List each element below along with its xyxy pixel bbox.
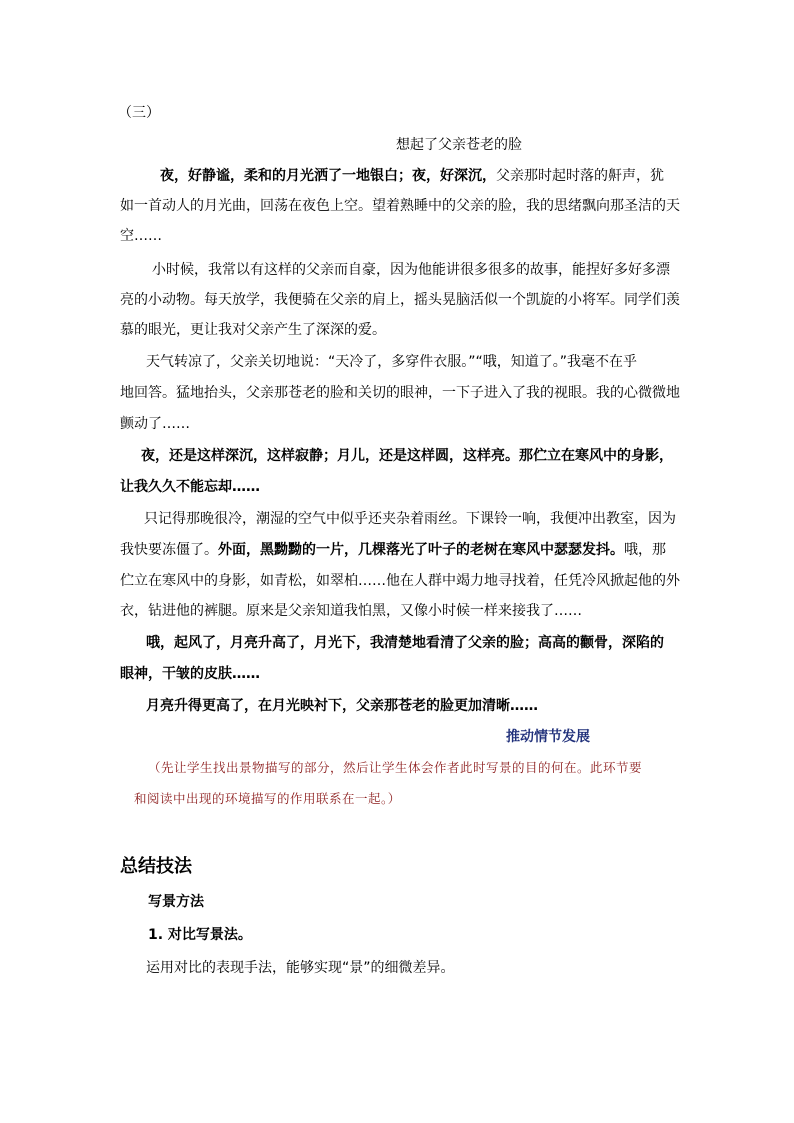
p4-line-1: 夜，还是这样深沉，这样寂静；月儿，还是这样圆，这样亮。那伫立在寒风中的身影， (141, 448, 673, 464)
article-title: 想起了父亲苍老的脸 (396, 137, 522, 153)
p1-bold-text: 夜，好静谧，柔和的月光洒了一地银白；夜，好深沉， (160, 168, 496, 184)
p5-line-4: 衣，钻进他的裤腿。原来是父亲知道我怕黑，又像小时候一样来接我了…… (120, 603, 582, 619)
p4-line-2: 让我久久不能忘却…… (120, 479, 260, 495)
p5-text-a: 我快要冻僵了。 (120, 542, 218, 558)
p2-line-3: 慕的眼光，更让我对父亲产生了深深的爱。 (120, 322, 386, 338)
p5-line-3: 伫立在寒风中的身影，如青松，如翠柏……他在人群中竭力地寻找着，任凭冷风掀起他的外 (120, 573, 680, 589)
summary-heading: 总结技法 (120, 856, 192, 877)
method-description: 运用对比的表现手法，能够实现“景”的细微差异。 (146, 960, 455, 976)
p3-line-2: 地回答。猛地抬头，父亲那苍老的脸和关切的眼神，一下子进入了我的视眼。我的心微微地 (120, 385, 680, 401)
p6-line-2: 眼神，干皱的皮肤…… (120, 666, 260, 682)
p7-line-1: 月亮升得更高了，在月光映衬下，父亲那苍老的脸更加清晰…… (146, 698, 538, 714)
p1-text: 父亲那时起时落的鼾声，犹 (496, 168, 664, 184)
note-line-1: （先让学生找出景物描写的部分，然后让学生体会作者此时写景的目的何在。此环节要 (148, 760, 643, 775)
p3-line-1: 天气转凉了，父亲关切地说：“天冷了，多穿件衣服。”“哦，知道了。”我毫不在乎 (146, 354, 638, 370)
p5-line-1: 只记得那晚很冷，潮湿的空气中似乎还夹杂着雨丝。下课铃一响，我便冲出教室，因为 (144, 511, 676, 527)
method-heading: 写景方法 (148, 894, 204, 910)
p2-line-1: 小时候，我常以有这样的父亲而自豪，因为他能讲很多很多的故事，能捏好多好多漂 (152, 262, 670, 278)
p5-bold-text: 外面，黑黝黝的一片，几棵落光了叶子的老树在寒风中瑟瑟发抖。 (218, 542, 624, 558)
annotation-tag: 推动情节发展 (506, 729, 590, 745)
note-line-2: 和阅读中出现的环境描写的作用联系在一起。） (134, 791, 401, 806)
p3-line-3: 颤动了…… (120, 416, 190, 432)
section-marker: （三） (118, 105, 160, 121)
p5-text-c: 哦，那 (624, 542, 666, 558)
method-item: 1. 对比写景法。 (148, 927, 252, 943)
p1-line-2: 如一首动人的月光曲，回荡在夜色上空。望着熟睡中的父亲的脸，我的思绪飘向那圣洁的天 (120, 198, 680, 214)
p6-line-1: 哦，起风了，月亮升高了，月光下，我清楚地看清了父亲的脸；高高的颧骨，深陷的 (146, 635, 664, 651)
p1-line-3: 空…… (120, 228, 162, 244)
p2-line-2: 亮的小动物。每天放学，我便骑在父亲的肩上，摇头晃脑活似一个凯旋的小将军。同学们羡 (120, 292, 680, 308)
